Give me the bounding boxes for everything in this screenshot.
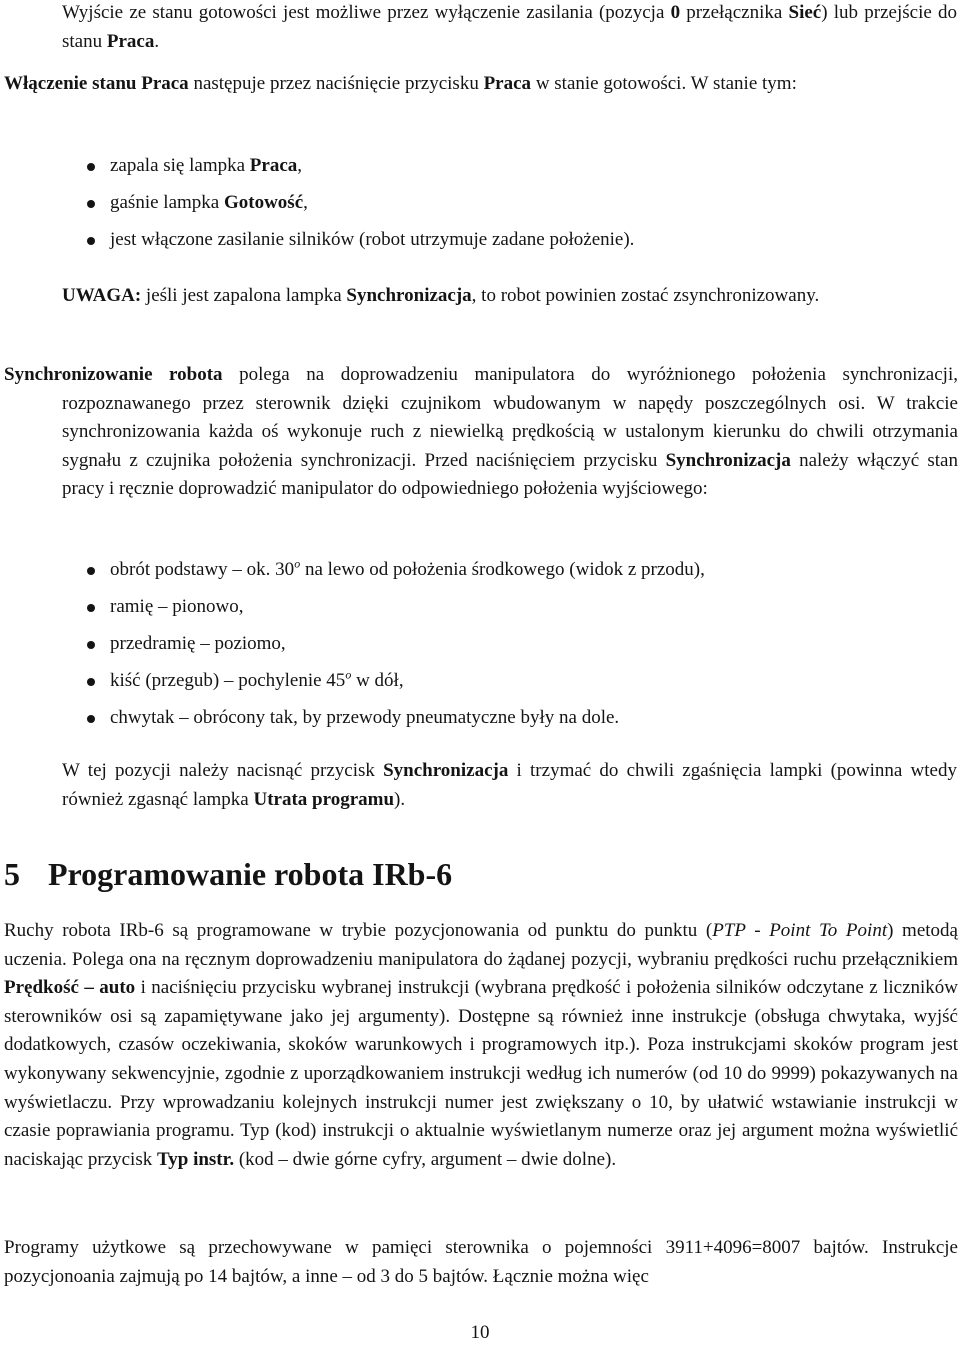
paragraph-synchronization: Synchronizowanie robota polega na doprowadzeniu manipulatora do wyróżnionego położenia synchronizacji, rozpoznawanego przez sterownik dzięki czujnikom wbudowanym w napędy poszczególnych osi. W trakcie synchronizowania każda oś wykonuje ruch z niewielką prędkością w ustalonym kierunku do chwili otrzymania sygnału z czujnika położenia synchronizacji. Przed naciśnięciem przycisku Synchronizacja należy włączyć stan pracy i ręcznie doprowadzić manipulator do odpowiedniego położenia wyjściowego: bbox=[4, 364, 958, 500]
list-item: kiść (przegub) – pochylenie 45$^o$ w dół, bbox=[84, 667, 944, 695]
list-item: obrót podstawy – ok. 30$^o$ na lewo od położenia środkowego (widok z przodu), bbox=[84, 556, 944, 584]
list-item: chwytak – obrócony tak, by przewody pneumatyczne były na dole. bbox=[84, 704, 944, 732]
section-title: Programowanie robota IRb-6 bbox=[48, 856, 453, 892]
paragraph-sync-button: W tej pozycji należy nacisnąć przycisk Synchronizacja i trzymać do chwili zgaśnięcia lampki (powinna wtedy również zgasnąć lampka Utrata programu). bbox=[62, 760, 957, 810]
bullet-icon bbox=[87, 641, 95, 649]
list-item: jest włączone zasilanie silników (robot utrzymuje zadane położenie). bbox=[84, 226, 944, 254]
bullet-icon bbox=[87, 678, 95, 686]
list-item: gaśnie lampka Gotowość, bbox=[84, 189, 944, 217]
section-heading bbox=[4, 852, 452, 896]
bullet-icon bbox=[87, 200, 95, 208]
paragraph-memory: Programy użytkowe są przechowywane w pamięci sterownika o pojemności 3911+4096=8007 bajtów. Instrukcje pozycjonoania zajmują po 14 bajtów, a inne – od 3 do 5 bajtów. Łącznie można więc bbox=[4, 1237, 958, 1287]
list-item: przedramię – poziomo, bbox=[84, 630, 944, 658]
list-item: zapala się lampka Praca, bbox=[84, 152, 944, 180]
start-position-list bbox=[84, 556, 944, 732]
bullet-icon bbox=[87, 715, 95, 723]
work-mode-list bbox=[84, 152, 944, 254]
bullet-icon bbox=[87, 567, 95, 575]
paragraph-standby-exit: Wyjście ze stanu gotowości jest możliwe przez wyłączenie zasilania (pozycja 0 przełącznika Sieć) lub przejście do stanu Praca. bbox=[62, 2, 957, 52]
bullet-icon bbox=[87, 604, 95, 612]
paragraph-programming: Ruchy robota IRb-6 są programowane w trybie pozycjonowania od punktu do punktu (PTP - Point To Point) metodą uczenia. Polega ona na ręcznym doprowadzeniu manipulatora do żądanej pozycji, wybraniu prędkości ruchu przełącznikiem Prędkość – auto i naciśnięciu przycisku wybranej instrukcji (wybrana prędkość i położenia silników odczytane z liczników sterowników osi są zapamiętywane jako jej argumenty). Dostępne są również inne instrukcje (obsługa chwytaka, wyjść dodatkowych, czasów oczekiwania, skoków warunkowych i programowych itp.). Poza instrukcjami skoków program jest wykonywany sekwencyjnie, zgodnie z uporządkowaniem instrukcji według ich numerów (od 10 do 9999) pokazywanych na wyświetlaczu. Przy wprowadzaniu kolejnych instrukcji numer jest zwiększany o 10, by ułatwić wstawianie instrukcji w czasie poprawiania programu. Typ (kod) instrukcji o aktualnie wyświetlanym numerze oraz jej argument można wyświetlić naciskając przycisk Typ instr. (kod – dwie górne cyfry, argument – dwie dolne). bbox=[4, 920, 958, 1170]
bullet-icon bbox=[87, 163, 95, 171]
bullet-icon bbox=[87, 237, 95, 245]
warning-note: UWAGA: jeśli jest zapalona lampka Synchronizacja, to robot powinien zostać zsynchronizowany. bbox=[62, 285, 820, 306]
section-number: 5 bbox=[4, 856, 20, 892]
paragraph-work-mode: Włączenie stanu Praca następuje przez naciśnięcie przycisku Praca w stanie gotowości. W stanie tym: bbox=[4, 73, 797, 94]
page-number: 10 bbox=[470, 1322, 490, 1343]
list-item: ramię – pionowo, bbox=[84, 593, 944, 621]
